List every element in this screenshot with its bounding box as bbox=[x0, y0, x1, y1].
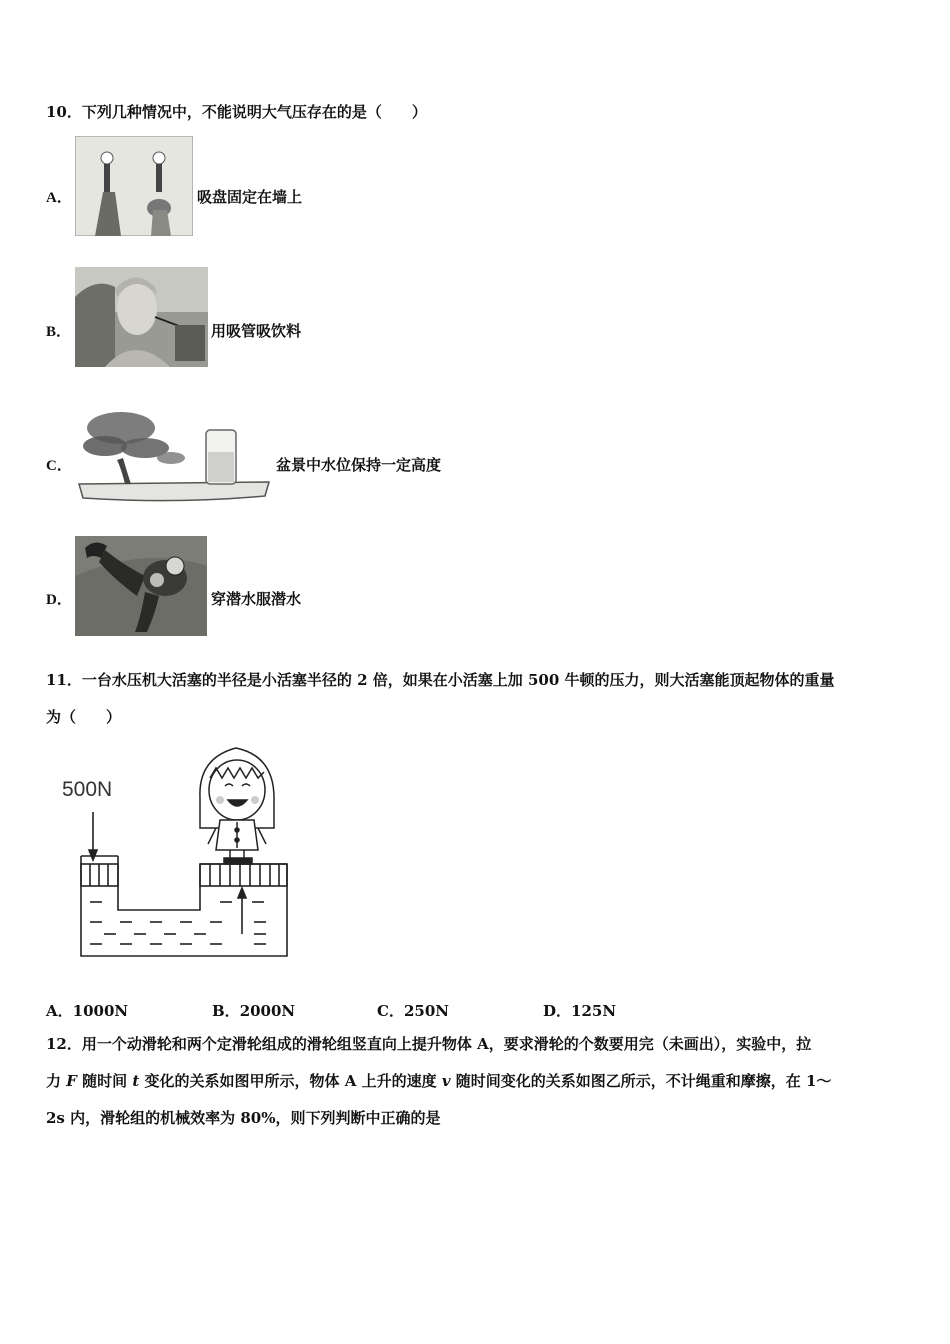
q11-option-d-text: 125N bbox=[571, 1002, 617, 1020]
question-11-stem-line2: 为（ ） bbox=[46, 708, 122, 726]
bonsai-bottle-photo bbox=[75, 402, 273, 506]
question-10-stem: 10．下列几种情况中，不能说明大气压存在的是（ ） bbox=[46, 103, 427, 121]
question-11-stem-line1: 11．一台水压机大活塞的半径是小活塞半径的 2 倍，如果在小活塞上加 500 牛顿的压力，则大活塞能顶起物体的重量 bbox=[46, 671, 835, 689]
q12-line2-part-c: 变化的关系如图甲所示，物体 A 上升的速度 bbox=[139, 1072, 442, 1090]
q11-option-c bbox=[377, 1000, 449, 1021]
question-12-line1: 12．用一个动滑轮和两个定滑轮组成的滑轮组竖直向上提升物体 A，要求滑轮的个数要用完（未画出），实验中，拉 bbox=[46, 1035, 812, 1053]
diver-photo bbox=[75, 536, 207, 636]
q11-option-b bbox=[212, 1000, 295, 1021]
q12-var-v: v bbox=[441, 1072, 451, 1090]
straw-drinking-photo bbox=[75, 267, 208, 367]
option-a-text: 吸盘固定在墙上 bbox=[197, 188, 303, 206]
q11-option-d-letter: D． bbox=[543, 1002, 572, 1020]
option-c-letter: C． bbox=[46, 458, 72, 474]
q12-var-t: t bbox=[132, 1072, 140, 1090]
q11-option-d bbox=[543, 1000, 616, 1021]
question-12-line3: 2s 内，滑轮组的机械效率为 80%，则下列判断中正确的是 bbox=[46, 1109, 441, 1127]
hydraulic-press-figure bbox=[70, 738, 300, 964]
option-a-letter: A． bbox=[46, 190, 72, 206]
q12-line2-part-a: 力 bbox=[46, 1072, 67, 1090]
option-c-text: 盆景中水位保持一定高度 bbox=[276, 456, 442, 474]
q11-option-b-text: 2000N bbox=[239, 1002, 296, 1020]
q11-option-a-text: 1000N bbox=[72, 1002, 129, 1020]
q11-option-a-letter: A． bbox=[46, 1002, 73, 1020]
option-d-letter: D． bbox=[46, 592, 72, 608]
q12-line2-part-d: 随时间变化的关系如图乙所示，不计绳重和摩擦，在 1～ bbox=[450, 1072, 832, 1090]
q11-option-c-text: 250N bbox=[403, 1002, 449, 1020]
q11-option-c-letter: C． bbox=[377, 1002, 404, 1020]
q11-option-a bbox=[46, 1000, 128, 1021]
girl-illustration bbox=[200, 748, 274, 864]
option-d-text: 穿潜水服潜水 bbox=[211, 590, 302, 608]
q12-line2-part-b: 随时间 bbox=[76, 1072, 133, 1090]
q12-var-f: F bbox=[66, 1072, 77, 1090]
option-b-letter: B． bbox=[46, 324, 72, 340]
suction-cup-photo bbox=[75, 136, 193, 236]
q11-option-b-letter: B． bbox=[212, 1002, 240, 1020]
force-label-500n: 500N bbox=[62, 778, 113, 801]
option-b-text: 用吸管吸饮料 bbox=[211, 322, 302, 340]
question-12-line2 bbox=[46, 1071, 831, 1091]
